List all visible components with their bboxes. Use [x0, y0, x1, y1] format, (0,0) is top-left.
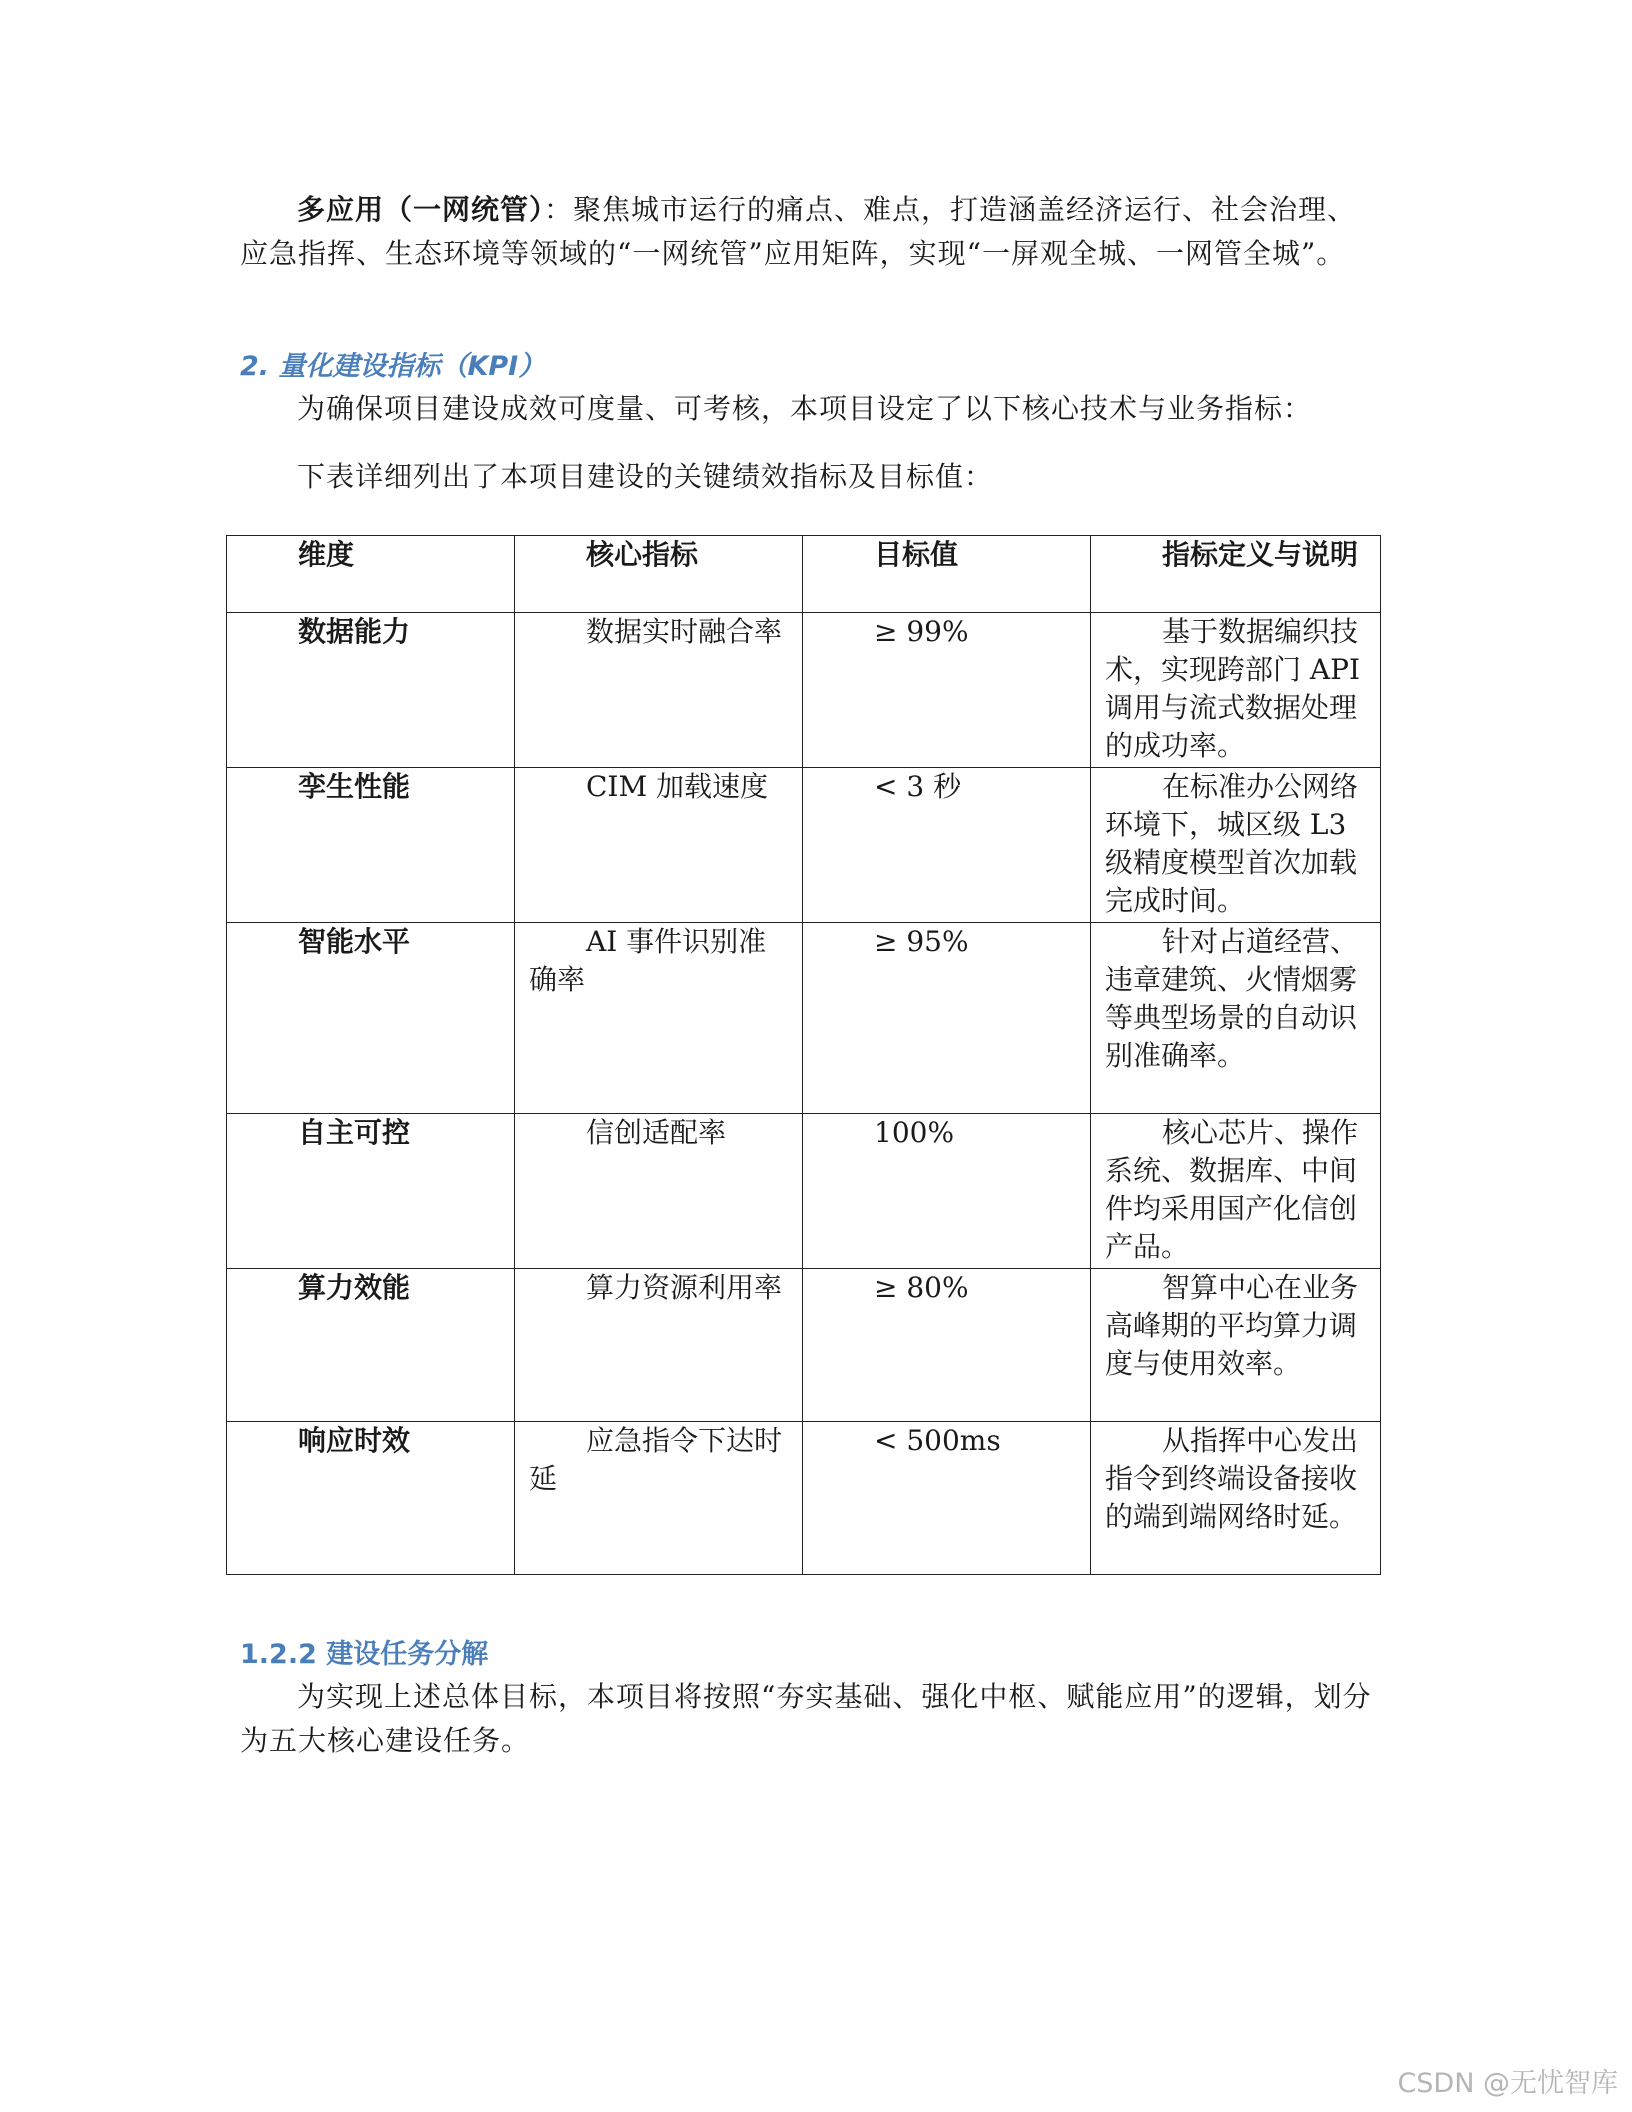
description-cell: 基于数据编织技术，实现跨部门 API 调用与流式数据处理的成功率。 — [1091, 613, 1381, 768]
indicator-cell: AI 事件识别准确率 — [515, 923, 803, 1114]
indicator-cell: 算力资源利用率 — [515, 1269, 803, 1422]
description-cell: 从指挥中心发出指令到终端设备接收的端到端网络时延。 — [1091, 1422, 1381, 1575]
intro-lead: 多应用（一网统管） — [297, 193, 545, 226]
section-heading: 1.2.2 建设任务分解 — [240, 1639, 489, 1670]
dimension-cell: 孪生性能 — [227, 768, 515, 923]
table-header-row — [227, 536, 1381, 613]
target-cell: 100% — [803, 1114, 1091, 1269]
table-row — [227, 1114, 1381, 1269]
target-cell: ≥ 80% — [803, 1269, 1091, 1422]
dimension-cell: 数据能力 — [227, 613, 515, 768]
target-cell: ≥ 99% — [803, 613, 1091, 768]
table-row — [227, 1269, 1381, 1422]
header-cell-description: 指标定义与说明 — [1091, 536, 1381, 613]
table-row — [227, 768, 1381, 923]
header-cell-dimension: 维度 — [227, 536, 515, 613]
description-cell: 在标准办公网络环境下，城区级 L3 级精度模型首次加载完成时间。 — [1091, 768, 1381, 923]
target-cell: ≥ 95% — [803, 923, 1091, 1114]
header-cell-target: 目标值 — [803, 536, 1091, 613]
table-row — [227, 613, 1381, 768]
target-cell: < 500ms — [803, 1422, 1091, 1575]
kpi-heading: 2. 量化建设指标（KPI） — [240, 351, 546, 382]
header-cell-indicator: 核心指标 — [515, 536, 803, 613]
indicator-cell: CIM 加载速度 — [515, 768, 803, 923]
intro-text: ：聚焦城市运行的痛点、难点，打造涵盖经济运行、社会治理、应急指挥、生态环境等领域的“一网统管”应用矩阵，实现“一屏观全城、一网管全城”。 — [240, 193, 1357, 270]
intro-paragraph — [240, 188, 1380, 276]
dimension-cell: 智能水平 — [227, 923, 515, 1114]
target-cell: < 3 秒 — [803, 768, 1091, 923]
section-paragraph: 为实现上述总体目标，本项目将按照“夯实基础、强化中枢、赋能应用”的逻辑，划分为五大核心建设任务。 — [240, 1680, 1372, 1757]
kpi-intro-paragraph: 为确保项目建设成效可度量、可考核，本项目设定了以下核心技术与业务指标： — [297, 392, 1313, 425]
description-cell: 核心芯片、操作系统、数据库、中间件均采用国产化信创产品。 — [1091, 1114, 1381, 1269]
description-cell: 针对占道经营、违章建筑、火情烟雾等典型场景的自动识别准确率。 — [1091, 923, 1381, 1114]
watermark: CSDN @无忧智库 — [1397, 2068, 1618, 2099]
table-row — [227, 1422, 1381, 1575]
dimension-cell: 自主可控 — [227, 1114, 515, 1269]
indicator-cell: 信创适配率 — [515, 1114, 803, 1269]
dimension-cell: 响应时效 — [227, 1422, 515, 1575]
description-cell: 智算中心在业务高峰期的平均算力调度与使用效率。 — [1091, 1269, 1381, 1422]
table-row — [227, 923, 1381, 1114]
indicator-cell: 应急指令下达时延 — [515, 1422, 803, 1575]
kpi-table — [226, 535, 1381, 1575]
indicator-cell: 数据实时融合率 — [515, 613, 803, 768]
table-intro-paragraph: 下表详细列出了本项目建设的关键绩效指标及目标值： — [297, 460, 994, 493]
dimension-cell: 算力效能 — [227, 1269, 515, 1422]
